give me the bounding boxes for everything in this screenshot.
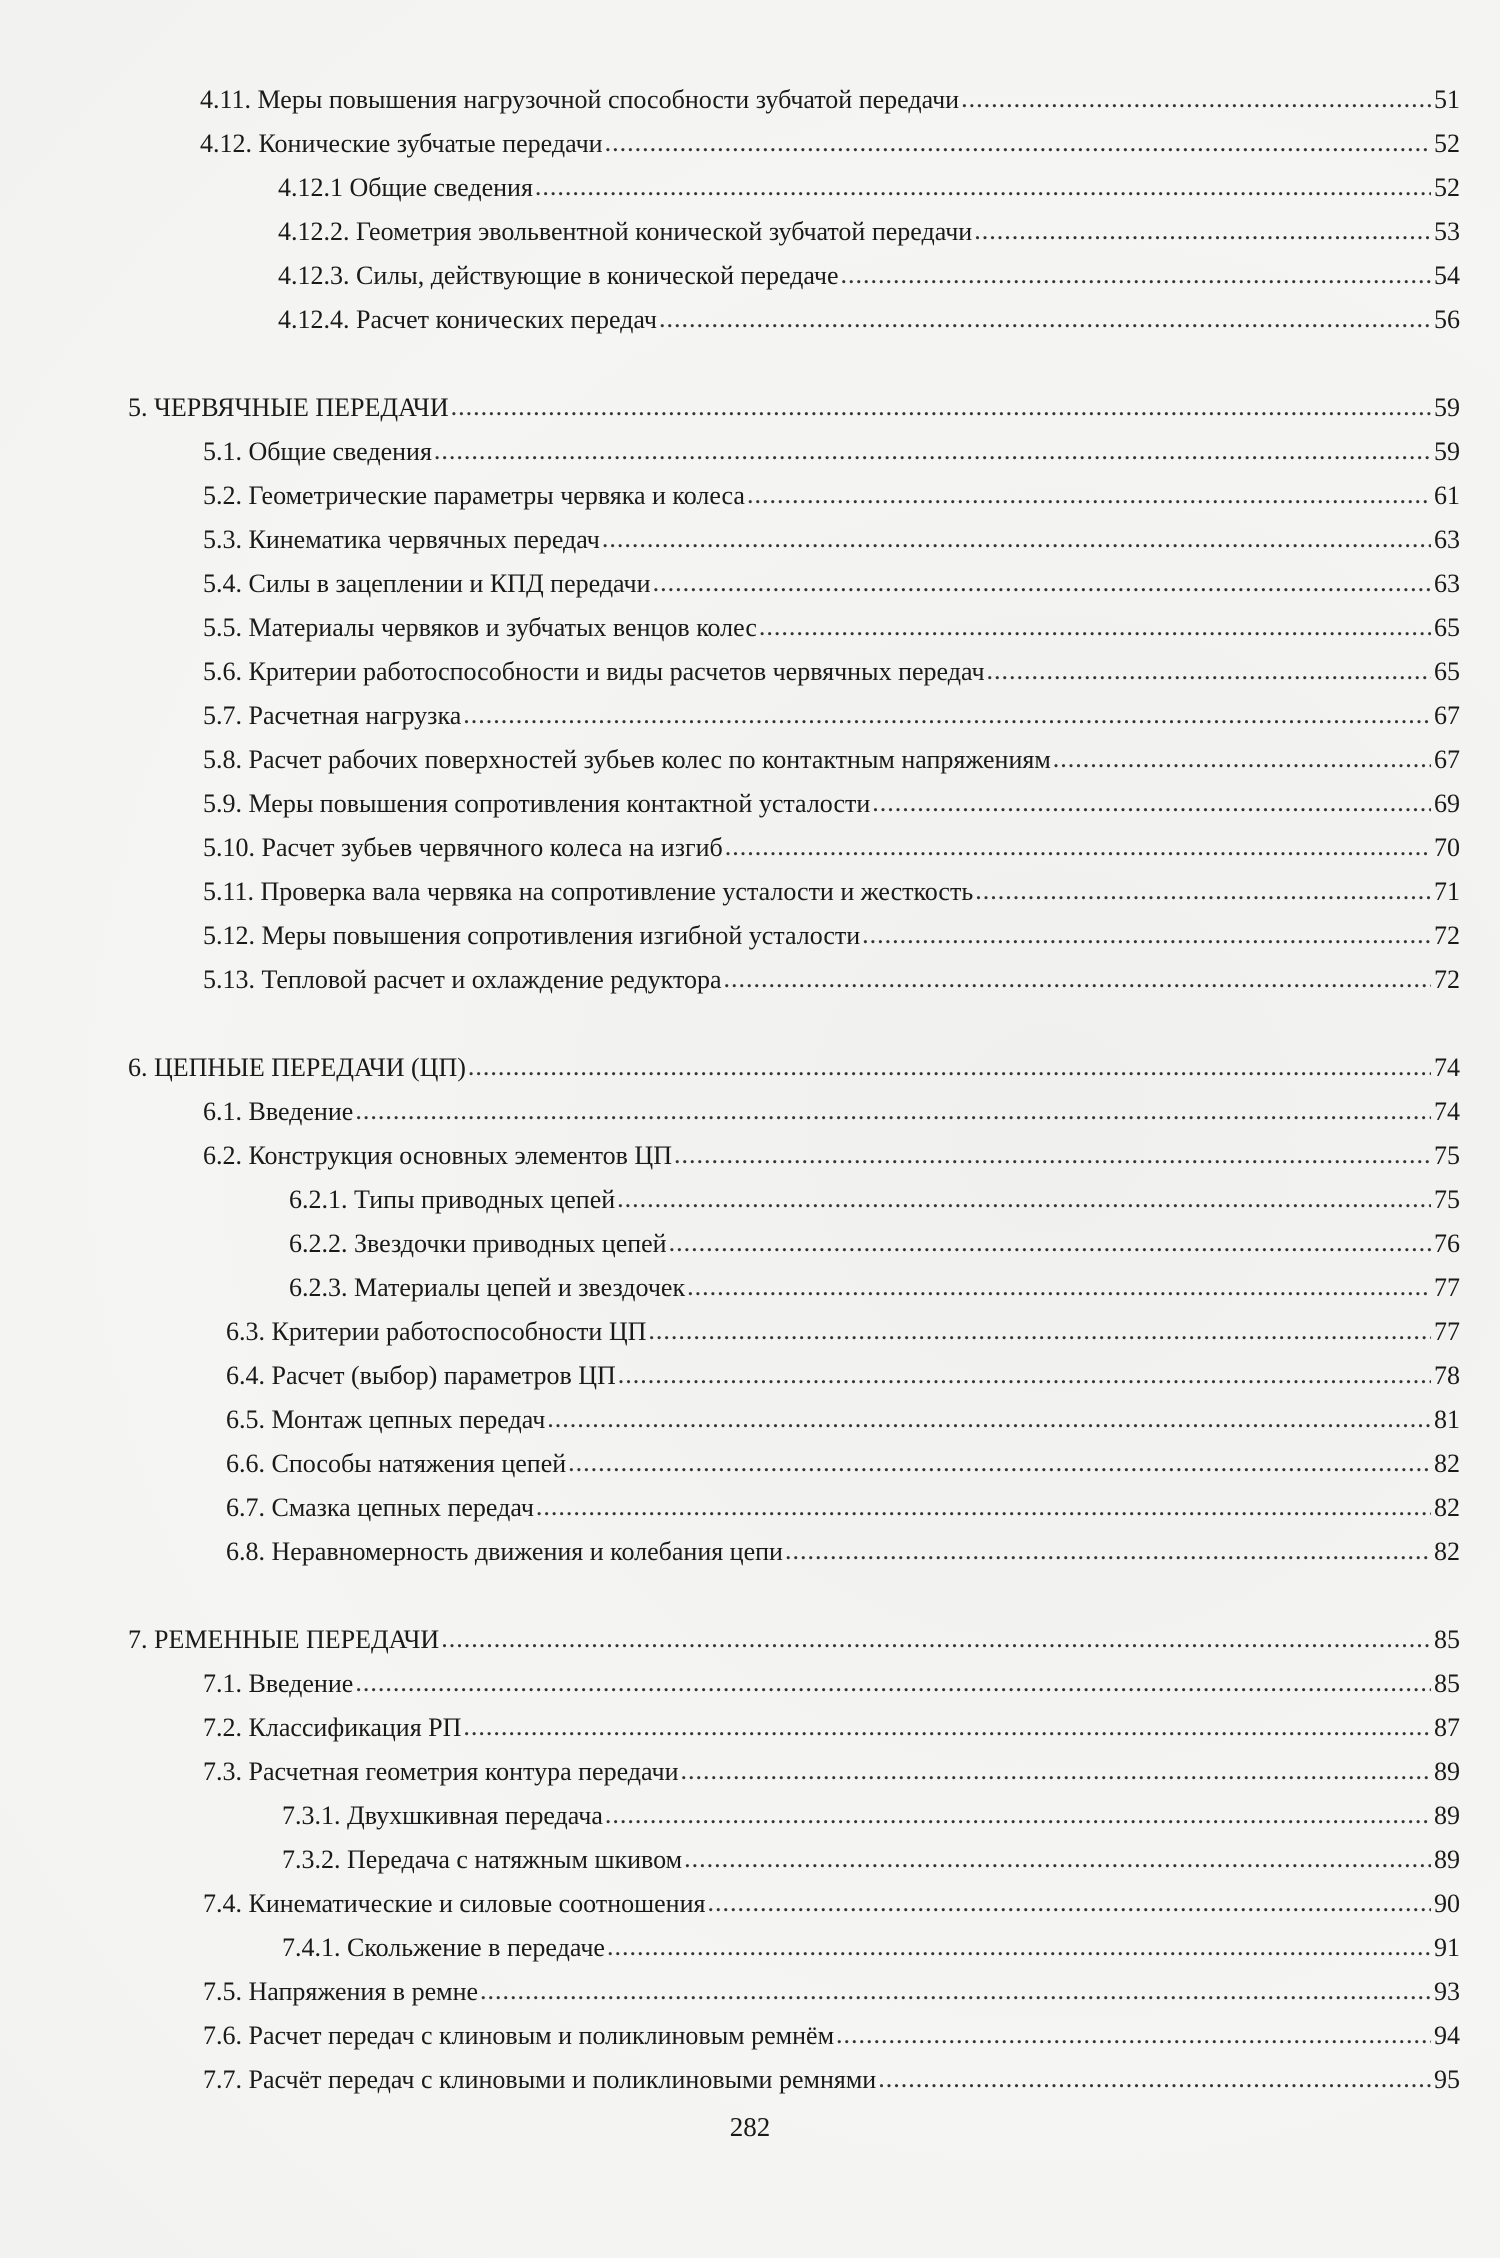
toc-entry-page: 72 xyxy=(1434,965,1460,994)
toc-entry xyxy=(278,168,1460,208)
toc-entry-page: 76 xyxy=(1434,1229,1460,1258)
toc-entry-title: 6.1. Введение xyxy=(203,1097,354,1126)
toc-leader xyxy=(987,651,1431,691)
toc-entry xyxy=(203,476,1460,516)
toc-entry-page: 67 xyxy=(1434,745,1460,774)
toc-leader xyxy=(463,695,1431,735)
toc-entry-page: 75 xyxy=(1434,1141,1460,1170)
toc-entry xyxy=(226,1400,1460,1440)
toc-leader xyxy=(687,1267,1431,1307)
toc-entry xyxy=(200,80,1460,120)
toc-leader xyxy=(862,915,1431,955)
toc-entry xyxy=(203,1664,1460,1704)
toc-chapter xyxy=(128,1048,1460,1088)
toc-entry-page: 77 xyxy=(1434,1317,1460,1346)
toc-entry-title: 5.13. Тепловой расчет и охлаждение редуктора xyxy=(203,965,722,994)
toc-entry xyxy=(203,1884,1460,1924)
toc-entry-page: 61 xyxy=(1434,481,1460,510)
toc-entry-page: 59 xyxy=(1434,393,1460,422)
toc-leader xyxy=(707,1883,1431,1923)
toc-entry-page: 87 xyxy=(1434,1713,1460,1742)
toc-entry-title: 6.3. Критерии работоспособности ЦП xyxy=(226,1317,647,1346)
toc-entry-page: 85 xyxy=(1434,1669,1460,1698)
toc-entry xyxy=(203,608,1460,648)
toc-entry xyxy=(203,1752,1460,1792)
toc-entry-title: 7.4.1. Скольжение в передаче xyxy=(282,1933,605,1962)
toc-entry-title: 4.12.4. Расчет конических передач xyxy=(278,305,657,334)
toc-entry-page: 65 xyxy=(1434,613,1460,642)
toc-leader xyxy=(975,871,1431,911)
toc-leader xyxy=(747,475,1431,515)
toc-entry-page: 82 xyxy=(1434,1493,1460,1522)
toc-entry xyxy=(200,124,1460,164)
toc-entry xyxy=(203,2016,1460,2056)
toc-leader xyxy=(1053,739,1431,779)
toc-entry-page: 91 xyxy=(1434,1933,1460,1962)
toc-entry-page: 72 xyxy=(1434,921,1460,950)
toc-entry-page: 54 xyxy=(1434,261,1460,290)
toc-entry-title: 5.10. Расчет зубьев червячного колеса на изгиб xyxy=(203,833,723,862)
toc-entry-page: 89 xyxy=(1434,1801,1460,1830)
toc-leader xyxy=(480,1971,1431,2011)
toc-entry-page: 71 xyxy=(1434,877,1460,906)
toc-entry xyxy=(203,652,1460,692)
toc-entry xyxy=(226,1532,1460,1572)
toc-entry xyxy=(203,1972,1460,2012)
toc-entry-title: 5.4. Силы в зацеплении и КПД передачи xyxy=(203,569,651,598)
toc-entry xyxy=(203,520,1460,560)
toc-entry-title: 7.4. Кинематические и силовые соотношения xyxy=(203,1889,706,1918)
toc-leader xyxy=(605,1795,1431,1835)
toc-entry-page: 75 xyxy=(1434,1185,1460,1214)
toc-entry-page: 74 xyxy=(1434,1097,1460,1126)
toc-entry-title: 7.2. Классификация РП xyxy=(203,1713,462,1742)
toc-entry-title: 5.5. Материалы червяков и зубчатых венцов колес xyxy=(203,613,757,642)
toc-entry xyxy=(203,1708,1460,1748)
toc-entry-title: 5.12. Меры повышения сопротивления изгибной усталости xyxy=(203,921,861,950)
toc-entry xyxy=(203,1136,1460,1176)
toc-leader xyxy=(568,1443,1431,1483)
toc-entry-title: 6.7. Смазка цепных передач xyxy=(226,1493,534,1522)
toc-leader xyxy=(674,1135,1431,1175)
toc-entry-title: 6.5. Монтаж цепных передач xyxy=(226,1405,546,1434)
toc-entry-page: 77 xyxy=(1434,1273,1460,1302)
toc-entry-page: 69 xyxy=(1434,789,1460,818)
toc-entry xyxy=(289,1180,1460,1220)
toc-entry-title: 6.4. Расчет (выбор) параметров ЦП xyxy=(226,1361,616,1390)
toc-leader xyxy=(659,299,1431,339)
toc-entry-title: 7.3.2. Передача с натяжным шкивом xyxy=(282,1845,683,1874)
toc-entry-title: 4.11. Меры повышения нагрузочной способности зубчатой передачи xyxy=(200,85,960,114)
toc-leader xyxy=(441,1619,1431,1659)
toc-entry xyxy=(226,1312,1460,1352)
toc-entry xyxy=(278,300,1460,340)
toc-entry-page: 82 xyxy=(1434,1537,1460,1566)
toc-leader xyxy=(841,255,1431,295)
toc-leader xyxy=(468,1047,1431,1087)
toc-leader xyxy=(434,431,1431,471)
toc-entry xyxy=(203,740,1460,780)
toc-entry-title: 4.12.2. Геометрия эвольвентной конической зубчатой передачи xyxy=(278,217,973,246)
toc-leader xyxy=(684,1839,1431,1879)
toc-entry xyxy=(226,1356,1460,1396)
toc-leader xyxy=(785,1531,1431,1571)
toc-leader xyxy=(836,2015,1431,2055)
toc-entry xyxy=(289,1268,1460,1308)
toc-leader xyxy=(463,1707,1431,1747)
toc-entry xyxy=(203,1092,1460,1132)
toc-leader xyxy=(669,1223,1431,1263)
toc-leader xyxy=(451,387,1431,427)
toc-leader xyxy=(680,1751,1431,1791)
toc-entry xyxy=(289,1224,1460,1264)
toc-entry-title: 7.1. Введение xyxy=(203,1669,354,1698)
toc-entry-title: 5.2. Геометрические параметры червяка и колеса xyxy=(203,481,745,510)
toc-entry-page: 74 xyxy=(1434,1053,1460,1082)
toc-entry xyxy=(282,1928,1460,1968)
toc-entry-title: 6.2. Конструкция основных элементов ЦП xyxy=(203,1141,672,1170)
page-number: 282 xyxy=(729,2112,771,2142)
toc-entry-page: 63 xyxy=(1434,569,1460,598)
toc-entry xyxy=(203,784,1460,824)
toc-entry-title: 5.7. Расчетная нагрузка xyxy=(203,701,462,730)
toc-leader xyxy=(605,123,1431,163)
toc-leader xyxy=(355,1663,1431,1703)
toc-entry-title: 6.2.1. Типы приводных цепей xyxy=(289,1185,616,1214)
toc-entry-page: 70 xyxy=(1434,833,1460,862)
toc-entry-title: 5. ЧЕРВЯЧНЫЕ ПЕРЕДАЧИ xyxy=(128,393,449,422)
toc-leader xyxy=(759,607,1431,647)
toc-entry-title: 5.6. Критерии работоспособности и виды расчетов червячных передач xyxy=(203,657,985,686)
toc-entry-page: 52 xyxy=(1434,173,1460,202)
toc-entry xyxy=(278,256,1460,296)
toc-entry-title: 5.3. Кинематика червячных передач xyxy=(203,525,600,554)
toc-leader xyxy=(725,827,1431,867)
toc-entry-page: 67 xyxy=(1434,701,1460,730)
toc-entry-page: 78 xyxy=(1434,1361,1460,1390)
toc-entry-title: 6.8. Неравномерность движения и колебания цепи xyxy=(226,1537,783,1566)
toc-entry xyxy=(278,212,1460,252)
toc-entry-title: 6.6. Способы натяжения цепей xyxy=(226,1449,567,1478)
toc-entry-page: 85 xyxy=(1434,1625,1460,1654)
toc-entry-title: 4.12.3. Силы, действующие в конической передаче xyxy=(278,261,839,290)
toc-leader xyxy=(974,211,1431,251)
toc-entry xyxy=(203,960,1460,1000)
toc-entry xyxy=(282,1796,1460,1836)
toc-entry xyxy=(203,432,1460,472)
toc-entry-page: 63 xyxy=(1434,525,1460,554)
toc-leader xyxy=(602,519,1431,559)
toc-entry xyxy=(226,1488,1460,1528)
toc-entry-title: 7. РЕМЕННЫЕ ПЕРЕДАЧИ xyxy=(128,1625,440,1654)
toc-entry-title: 5.8. Расчет рабочих поверхностей зубьев колес по контактным напряжениям xyxy=(203,745,1051,774)
toc-entry-title: 6. ЦЕПНЫЕ ПЕРЕДАЧИ (ЦП) xyxy=(128,1053,466,1082)
toc-leader xyxy=(872,783,1431,823)
toc-entry-page: 94 xyxy=(1434,2021,1460,2050)
toc-entry-page: 59 xyxy=(1434,437,1460,466)
toc-entry xyxy=(203,564,1460,604)
toc-entry-page: 81 xyxy=(1434,1405,1460,1434)
toc-leader xyxy=(961,79,1431,119)
toc-entry-title: 7.6. Расчет передач с клиновым и поликлиновым ремнём xyxy=(203,2021,835,2050)
toc-entry-title: 7.7. Расчёт передач с клиновыми и поликлиновыми ремнями xyxy=(203,2065,877,2094)
toc-leader xyxy=(724,959,1431,999)
toc-entry xyxy=(203,916,1460,956)
toc-entry-page: 89 xyxy=(1434,1757,1460,1786)
toc-entry-title: 5.11. Проверка вала червяка на сопротивление усталости и жесткость xyxy=(203,877,974,906)
toc-leader xyxy=(618,1355,1431,1395)
toc-entry-title: 7.3. Расчетная геометрия контура передачи xyxy=(203,1757,679,1786)
toc-entry-title: 7.3.1. Двухшкивная передача xyxy=(282,1801,603,1830)
toc-entry-page: 56 xyxy=(1434,305,1460,334)
toc-leader xyxy=(878,2059,1431,2099)
toc-entry-page: 89 xyxy=(1434,1845,1460,1874)
toc-entry-page: 52 xyxy=(1434,129,1460,158)
toc-entry xyxy=(203,2060,1460,2100)
toc-entry-title: 6.2.3. Материалы цепей и звездочек xyxy=(289,1273,686,1302)
toc-leader xyxy=(536,1487,1431,1527)
toc-entry-title: 7.5. Напряжения в ремне xyxy=(203,1977,479,2006)
toc-entry xyxy=(203,828,1460,868)
toc-entry-page: 65 xyxy=(1434,657,1460,686)
toc-leader xyxy=(355,1091,1431,1131)
toc-chapter xyxy=(128,1620,1460,1660)
toc-leader xyxy=(607,1927,1431,1967)
toc-leader xyxy=(653,563,1431,603)
toc-entry-page: 93 xyxy=(1434,1977,1460,2006)
toc-entry-page: 51 xyxy=(1434,85,1460,114)
toc-entry-title: 5.1. Общие сведения xyxy=(203,437,432,466)
toc-leader xyxy=(648,1311,1431,1351)
toc-leader xyxy=(547,1399,1431,1439)
toc-leader xyxy=(617,1179,1431,1219)
toc-entry xyxy=(203,872,1460,912)
toc-entry-title: 6.2.2. Звездочки приводных цепей xyxy=(289,1229,667,1258)
toc-entry-title: 4.12.1 Общие сведения xyxy=(278,173,533,202)
toc-leader xyxy=(535,167,1431,207)
toc-entry-page: 90 xyxy=(1434,1889,1460,1918)
toc-entry-page: 53 xyxy=(1434,217,1460,246)
toc-entry xyxy=(203,696,1460,736)
toc-entry-title: 4.12. Конические зубчатые передачи xyxy=(200,129,603,158)
toc-entry xyxy=(226,1444,1460,1484)
toc-entry-title: 5.9. Меры повышения сопротивления контактной усталости xyxy=(203,789,871,818)
toc-chapter xyxy=(128,388,1460,428)
toc-entry-page: 82 xyxy=(1434,1449,1460,1478)
toc-entry xyxy=(282,1840,1460,1880)
toc-entry-page: 95 xyxy=(1434,2065,1460,2094)
